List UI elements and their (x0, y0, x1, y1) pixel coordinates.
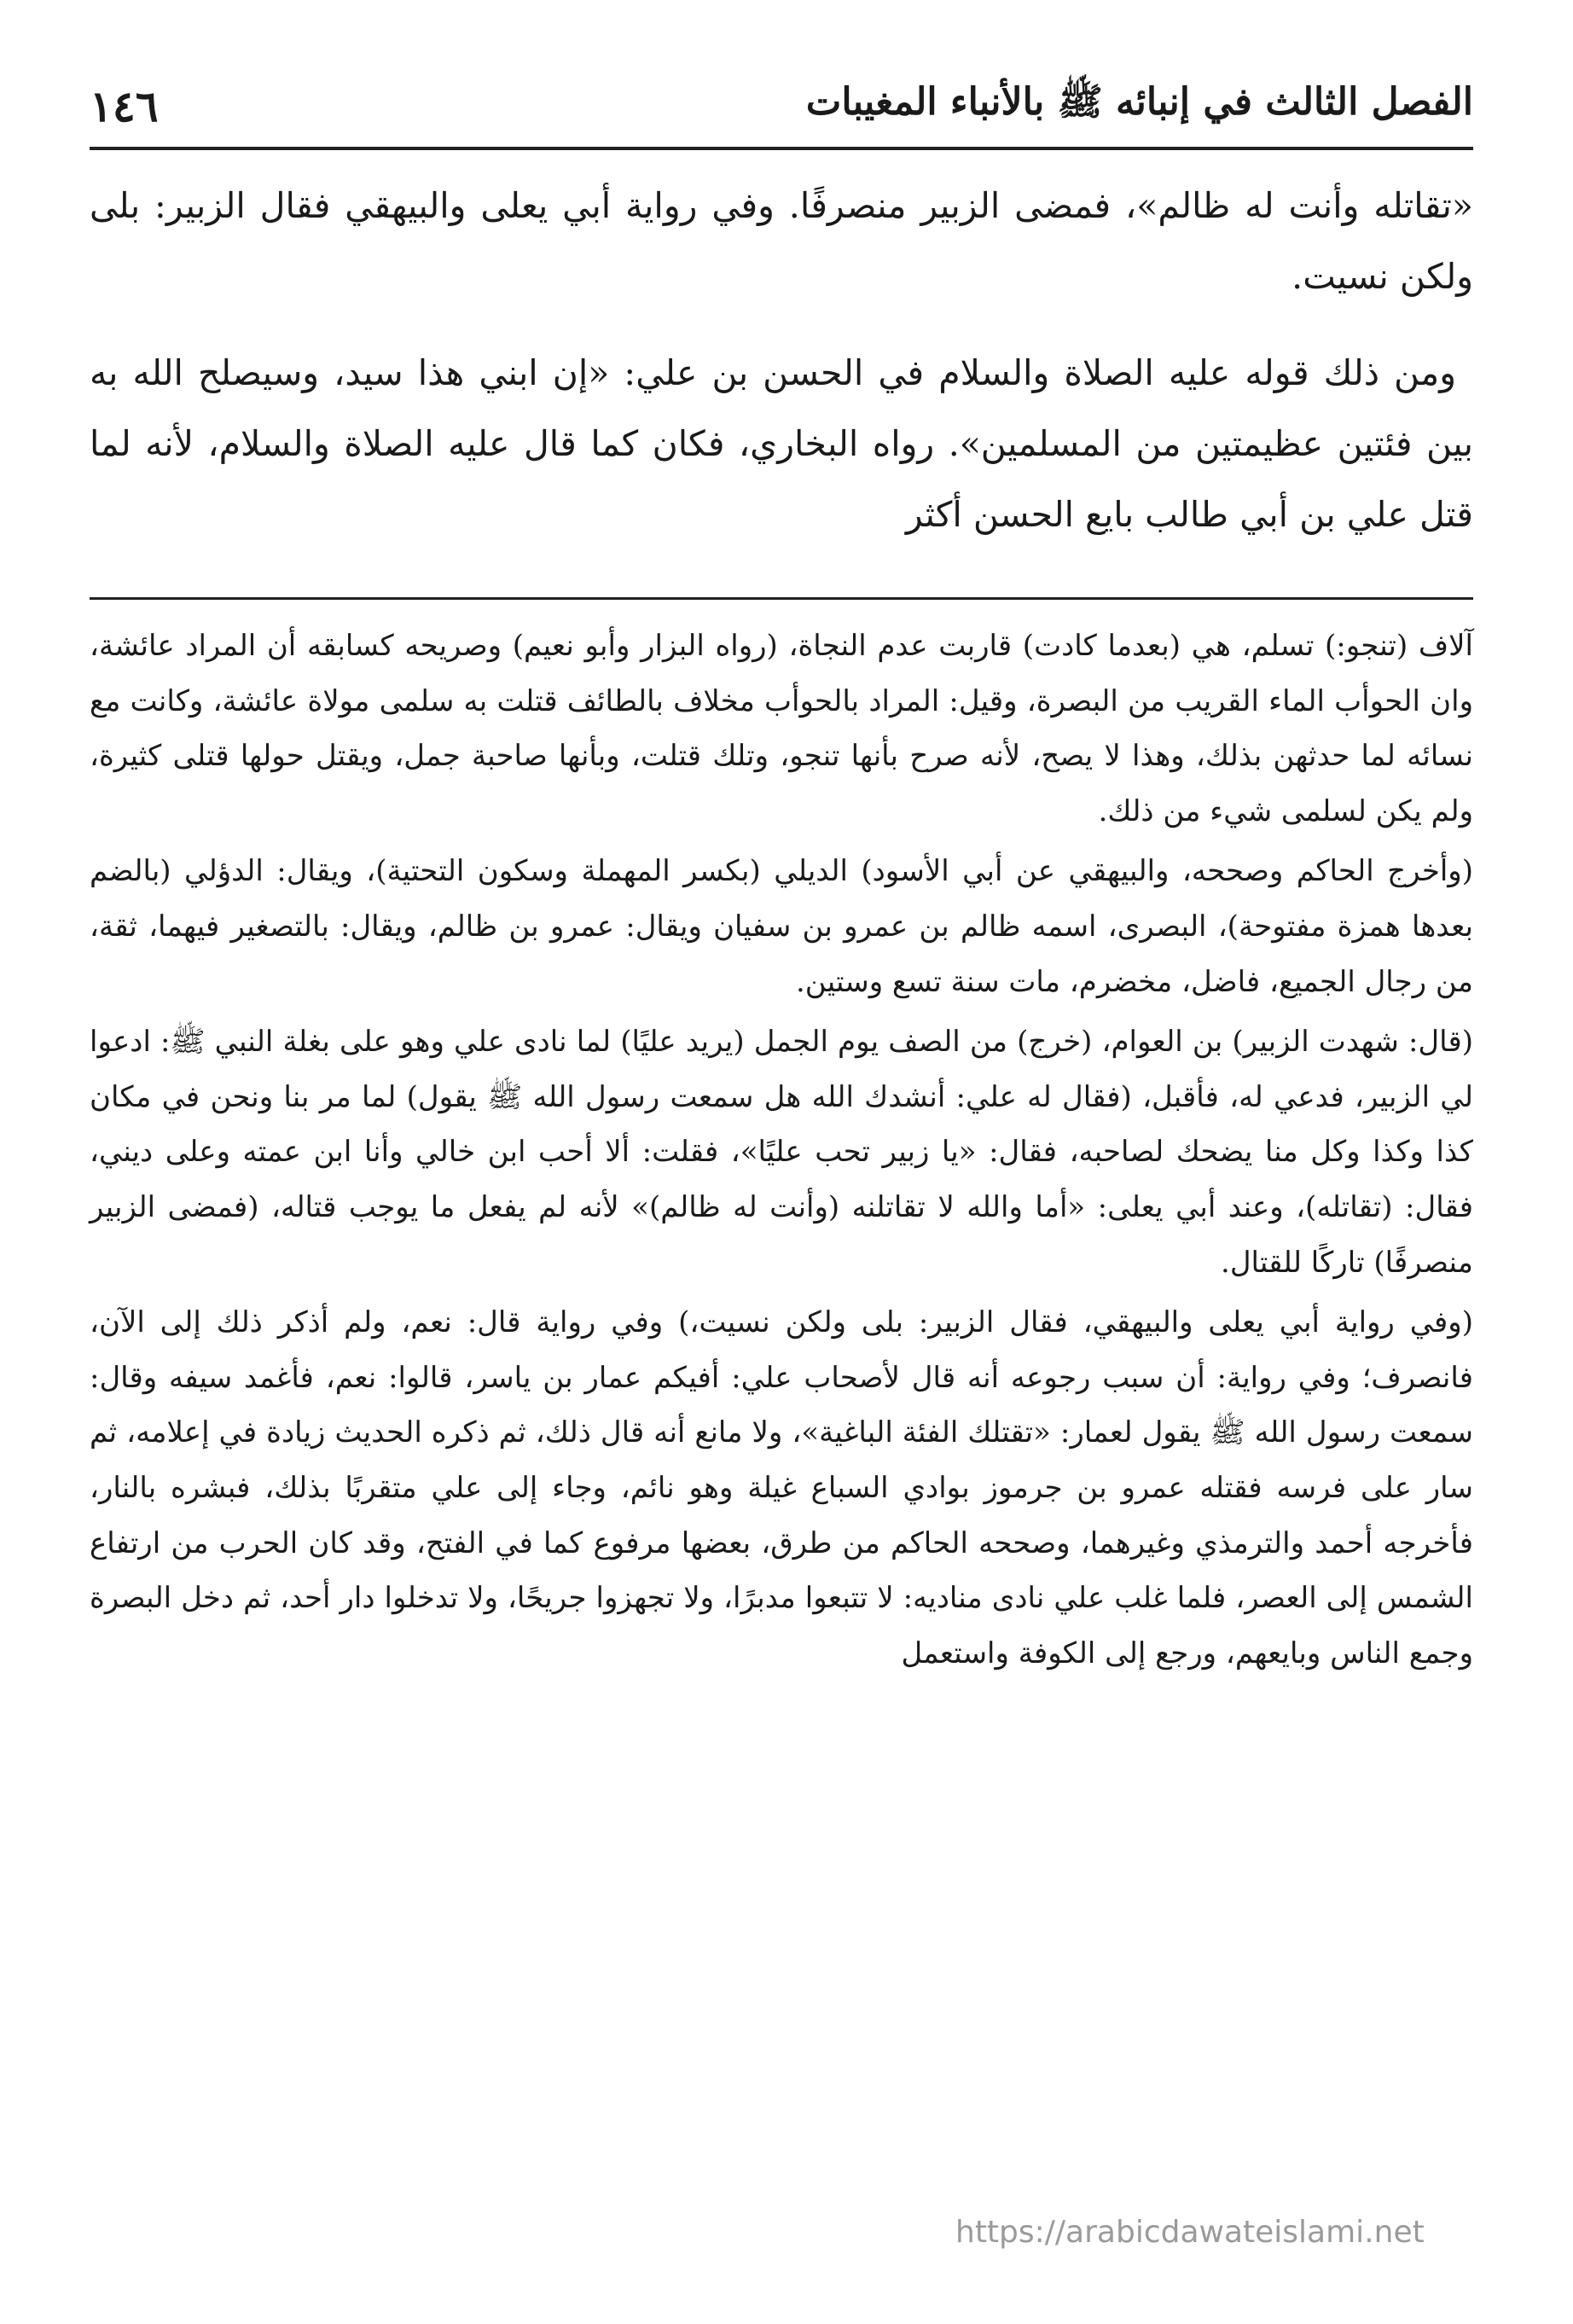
main-paragraph-2: ومن ذلك قوله عليه الصلاة والسلام في الحسن بن علي: «إن ابني هذا سيد، وسيصلح الله به بين فئتين عظيمتين من المسلمين». رواه البخاري، فكان كما قال عليه الصلاة والسلام، لأنه لما قتل علي بن أبي طالب بايع الحسن أكثر (90, 352, 1473, 535)
footnote-separator (90, 597, 1473, 600)
commentary-paragraph-3: (قال: شهدت الزبير) بن العوام، (خرج) من الصف يوم الجمل (يريد عليًا) لما نادى علي وهو على بغلة النبي ﷺ: ادعوا لي الزبير، فدعي له، فأقبل، (فقال له علي: أنشدك الله هل سمعت رسول الله ﷺ يقول) لما مر بنا ونحن في مكان كذا وكذا وكل منا يضحك لصاحبه، فقال: «يا زبير تحب عليًا»، فقلت: ألا أحب ابن خالي وأنا ابن عمته وعلى ديني، فقال: (تقاتله)، وعند أبي يعلى: «أما والله لا تقاتلنه (وأنت له ظالم)» لأنه لم يفعل ما يوجب قتاله، (فمضى الزبير منصرفًا) تاركًا للقتال. (90, 1025, 1473, 1280)
page-number: ١٤٦ (90, 80, 159, 131)
source-watermark: https://arabicdawateislami.net (955, 2215, 1425, 2250)
running-title: الفصل الثالث في إنبائه ﷺ بالأنباء المغيبات (805, 80, 1473, 124)
page-header (90, 67, 1473, 145)
commentary-paragraph-4: (وفي رواية أبي يعلى والبيهقي، فقال الزبير: بلى ولكن نسيت،) وفي رواية قال: نعم، ولم أذكر ذلك إلى الآن، فانصرف؛ وفي رواية: أن سبب رجوعه أنه قال لأصحاب علي: أفيكم عمار بن ياسر، قالوا: نعم، فأغمد سيفه وقال: سمعت رسول الله ﷺ يقول لعمار: «تقتلك الفئة الباغية»، ولا مانع أنه قال ذلك، ثم ذكره الحديث زيادة في إعلامه، ثم سار على فرسه فقتله عمرو بن جرموز بوادي السباع غيلة وهو نائم، وجاء إلى علي متقربًا بذلك، فبشره بالنار، فأخرجه أحمد والترمذي وغيرهما، وصححه الحاكم من طرق، بعضها مرفوع كما في الفتح، وقد كان الحرب من ارتفاع الشمس إلى العصر، فلما غلب علي نادى مناديه: لا تتبعوا مدبرًا، ولا تجهزوا جريحًا، ولا تدخلوا دار أحد، ثم دخل البصرة وجمع الناس وبايعهم، ورجع إلى الكوفة واستعمل (90, 1305, 1473, 1670)
main-paragraph-1: «تقاتله وأنت له ظالم»، فمضى الزبير منصرفًا. وفي رواية أبي يعلى والبيهقي فقال الزبير: بلى ولكن نسيت. (90, 185, 1473, 297)
main-text (90, 171, 1473, 550)
commentary-section (90, 619, 1473, 1681)
commentary-paragraph-2: (وأخرج الحاكم وصححه، والبيهقي عن أبي الأسود) الديلي (بكسر المهملة وسكون التحتية)، ويقال: الدؤلي (بالضم بعدها همزة مفتوحة)، البصرى، اسمه ظالم بن عمرو بن سفيان ويقال: عمرو بن ظالم، ويقال: بالتصغير فيهما، ثقة، من رجال الجميع، فاضل، مخضرم، مات سنة تسع وستين. (90, 854, 1473, 999)
header-rule (90, 147, 1473, 150)
commentary-paragraph-1: آلاف (تنجو:) تسلم، هي (بعدما كادت) قاربت عدم النجاة، (رواه البزار وأبو نعيم) وصريحه كسابقه أن المراد عائشة، وان الحوأب الماء القريب من البصرة، وقيل: المراد بالحوأب مخلاف بالطائف قتلت به سلمى مولاة عائشة، وكانت مع نسائه لما حدثهن بذلك، وهذا لا يصح، لأنه صرح بأنها تنجو، وتلك قتلت، وبأنها صاحبة جمل، ويقتل حولها قتلى كثيرة، ولم يكن لسلمى شيء من ذلك. (90, 629, 1473, 828)
